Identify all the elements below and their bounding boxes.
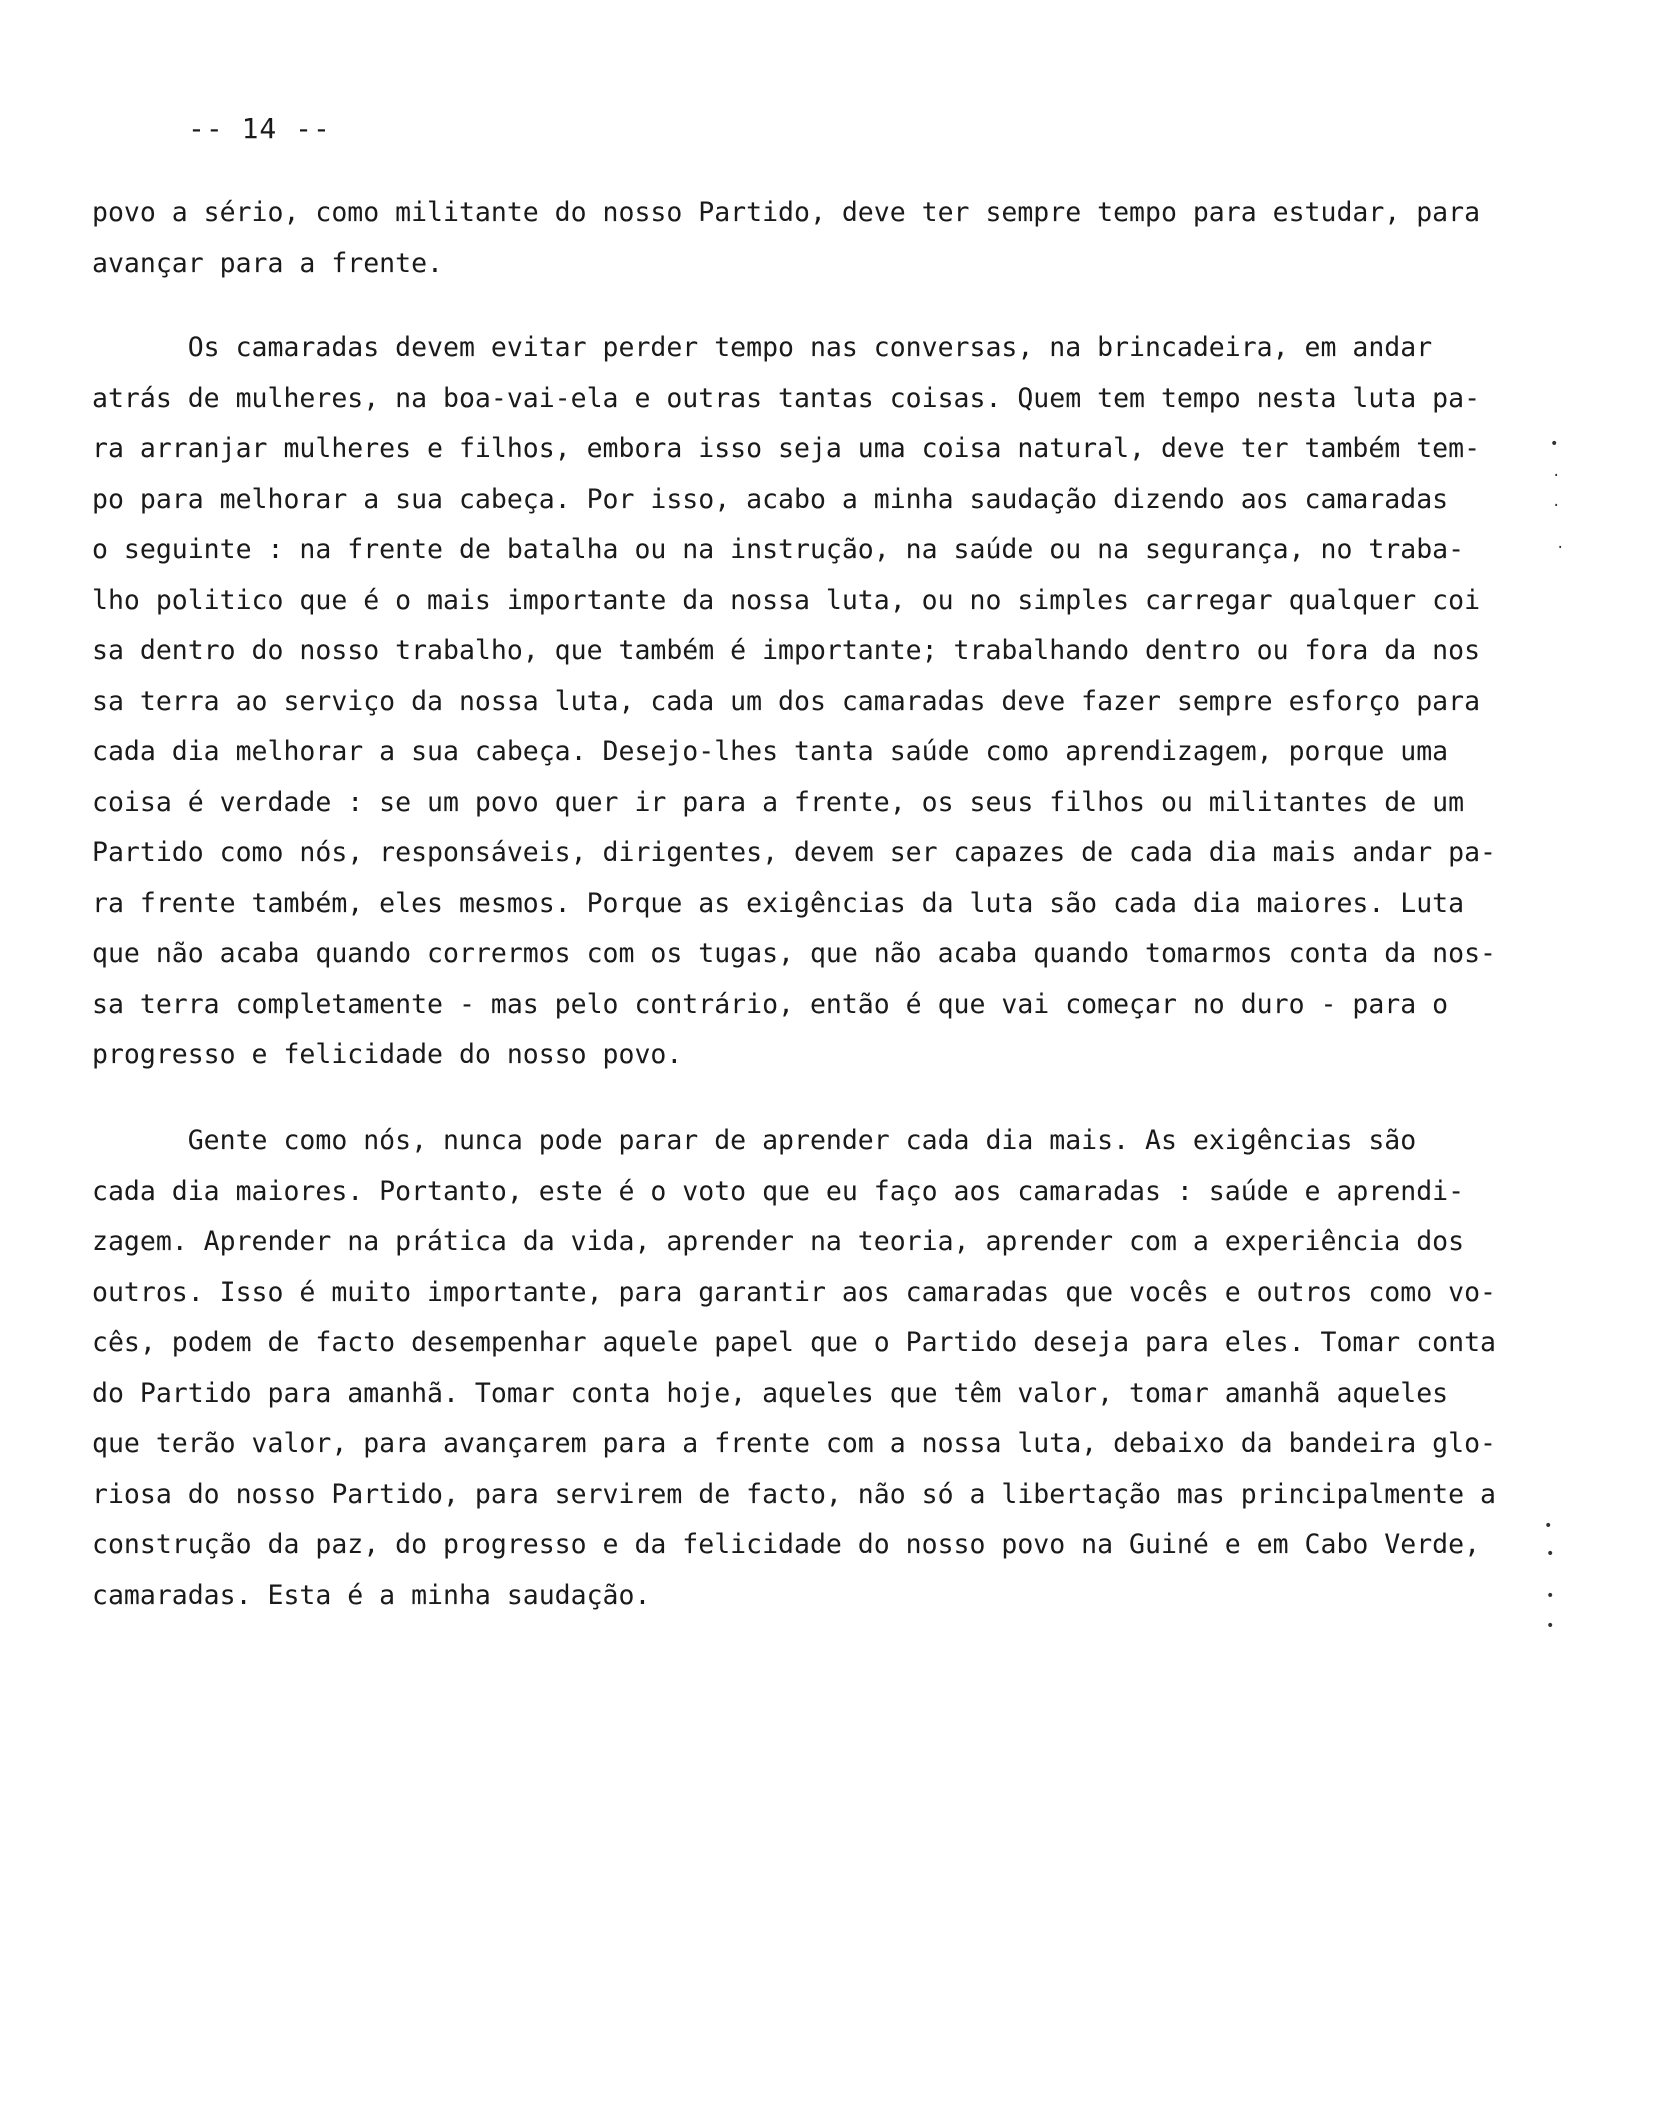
text-line: Partido como nós, responsáveis, dirigentes, devem ser capazes de cada dia mais andar pa- <box>92 837 1496 868</box>
margin-speck: · <box>1556 540 1565 556</box>
margin-speck: • <box>1550 436 1559 452</box>
text-line: sa terra ao serviço da nossa luta, cada um dos camaradas deve fazer sempre esforço para <box>92 685 1481 717</box>
margin-speck: • <box>1546 1546 1555 1562</box>
text-line: progresso e felicidade do nosso povo. <box>92 1039 683 1070</box>
text-line: cês, podem de facto desempenhar aquele papel que o Partido deseja para eles. Tomar conta <box>92 1327 1496 1358</box>
text-line: coisa é verdade : se um povo quer ir para a frente, os seus filhos ou militantes de um <box>92 786 1465 818</box>
text-line: que terão valor, para avançarem para a frente com a nossa luta, debaixo da bandeira glo- <box>92 1428 1496 1459</box>
text-line: Gente como nós, nunca pode parar de aprender cada dia mais. As exigências são <box>92 1125 1417 1156</box>
text-line: outros. Isso é muito importante, para garantir aos camaradas que vocês e outros como vo- <box>92 1276 1496 1308</box>
text-line: po para melhorar a sua cabeça. Por isso, acabo a minha saudação dizendo aos camaradas <box>92 483 1449 515</box>
text-line: atrás de mulheres, na boa-vai-ela e outras tantas coisas. Quem tem tempo nesta luta pa- <box>92 382 1481 414</box>
margin-speck: • <box>1546 1588 1555 1604</box>
text-line: ra frente também, eles mesmos. Porque as exigências da luta são cada dia maiores. Luta <box>92 887 1465 919</box>
text-line: avançar para a frente. <box>92 247 443 279</box>
text-line: o seguinte : na frente de batalha ou na instrução, na saúde ou na segurança, no traba- <box>92 534 1465 565</box>
paragraph-2 <box>92 323 1496 1081</box>
text-line: lho politico que é o mais importante da nossa luta, ou no simples carregar qualquer coi <box>92 584 1481 616</box>
text-line: Os camaradas devem evitar perder tempo nas conversas, na brincadeira, em andar <box>92 332 1433 363</box>
text-line: zagem. Aprender na prática da vida, aprender na teoria, aprender com a experiência dos <box>92 1226 1465 1257</box>
text-line: cada dia maiores. Portanto, este é o voto que eu faço aos camaradas : saúde e aprendi- <box>92 1175 1465 1207</box>
text-line: camaradas. Esta é a minha saudação. <box>92 1579 651 1611</box>
text-line: sa dentro do nosso trabalho, que também é importante; trabalhando dentro ou fora da nos <box>92 635 1481 666</box>
text-line: povo a sério, como militante do nosso Partido, deve ter sempre tempo para estudar, para <box>92 197 1481 228</box>
paragraph-1 <box>92 188 1492 289</box>
text-line: cada dia melhorar a sua cabeça. Desejo-lhes tanta saúde como aprendizagem, porque uma <box>92 736 1449 767</box>
margin-speck: • <box>1544 1518 1553 1534</box>
page-number: -- 14 -- <box>188 112 331 145</box>
text-line: que não acaba quando corrermos com os tugas, que não acaba quando tomarmos conta da nos- <box>92 938 1496 969</box>
text-line: construção da paz, do progresso e da felicidade do nosso povo na Guiné e em Cabo Verde, <box>92 1529 1481 1560</box>
text-line: sa terra completamente - mas pelo contrário, então é que vai começar no duro - para o <box>92 988 1449 1020</box>
paragraph-3 <box>92 1116 1496 1621</box>
text-line: ra arranjar mulheres e filhos, embora isso seja uma coisa natural, deve ter também tem- <box>92 433 1481 464</box>
margin-speck: · <box>1552 468 1561 484</box>
text-line: do Partido para amanhã. Tomar conta hoje, aqueles que têm valor, tomar amanhã aqueles <box>92 1377 1449 1409</box>
text-line: riosa do nosso Partido, para servirem de facto, não só a libertação mas principalmente a <box>92 1478 1496 1510</box>
margin-speck: · <box>1552 498 1561 514</box>
margin-speck: • <box>1546 1618 1555 1634</box>
